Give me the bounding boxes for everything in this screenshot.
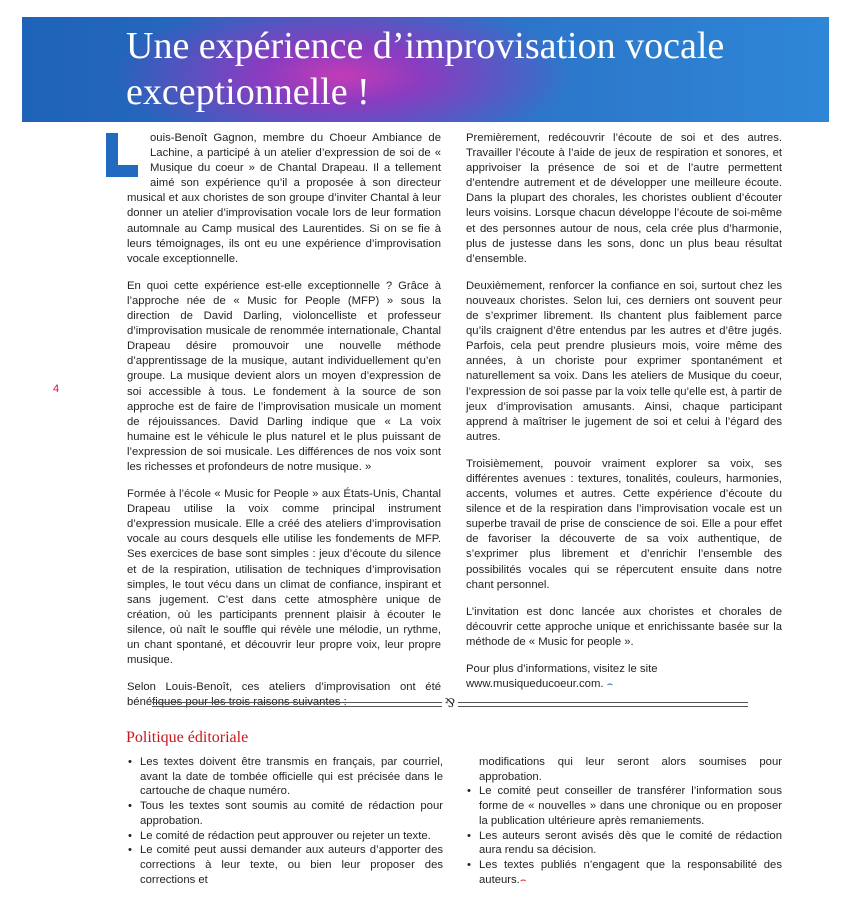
- title-banner: [22, 17, 829, 122]
- article-paragraph-5: Premièrement, redécouvrir l’écoute de soi et des autres. Travailler l’écoute à l’aide de jeux de respiration et sonores, et apprivoiser la présence de soi et de l’autre permettent d’entendre autrement et de développer une meilleure écoute. Dans la plupart des chorales, les choristes oublient d’écouter leurs voisins. Lorsque chacun développe l’écoute de soi-même et des personnes autour de nous, cela crée plus d’harmonie, plus de justesse dans les sons, donc un plus beau résultat d’ensemble.: [466, 132, 782, 265]
- policy-item-text: Les textes publiés n’engagent que la responsabilité des auteurs.: [479, 858, 782, 886]
- dropcap-letter: [106, 133, 142, 177]
- policy-item: • Le comité peut aussi demander aux auteurs d’apporter des corrections à leur texte, ou bien leur proposer des corrections et: [128, 843, 443, 887]
- end-mark-icon: ⌢: [519, 874, 527, 886]
- article-paragraph-1: [127, 131, 441, 267]
- article-paragraph-4: Selon Louis-Benoît, ces ateliers d’improvisation ont été bénéfiques pour les trois raisons suivantes :: [127, 681, 441, 709]
- article-paragraph-2: En quoi cette expérience est-elle exceptionnelle ? Grâce à l’approche née de « Music for People (MFP) » sous la direction de David Darling, violoncelliste et professeur d’improvisation musicale de renommée internationale, Chantal Drapeau désire promouvoir une nouvelle méthode d’apprentissage de la musique, autant individuellement qu’en groupe. La musique devient alors un moyen d’expression de soi accessible à tous. Le fondement à la source de son approche est de faire de l’improvisation musicale un moment de réjouissances. David Darling indique que « La voix humaine est le véhicule le plus naturel et le plus puissant de l’expression de soi musicale. Les différences de nos voix sont les richesses et profondeurs de notre musique. »: [127, 279, 441, 473]
- policy-title: Politique éditoriale: [126, 729, 249, 746]
- article-left-column: [127, 131, 441, 722]
- policy-item: • Le comité peut conseiller de transférer l’information sous forme de « nouvelles » dans une chronique ou en proposer la publication ultérieure après remaniements.: [467, 784, 782, 828]
- divider-line-left: [152, 702, 442, 707]
- more-info: [466, 662, 782, 692]
- article-paragraph-6: Deuxièmement, renforcer la confiance en soi, surtout chez les nouveaux choristes. Selon lui, ces derniers ont souvent peur de s’exprimer librement. Ils chantent plus faiblement parce qu’ils craignent d’être entendus par les autres et d’être jugés. Parfois, cela peut prendre plusieurs mois, voire même des années, à un choriste pour exprimer spontanément et naturellement sa voix. Dans les ateliers de Musique du coeur, l’expression de soi passe par la voix telle qu’elle est, à partir de jeux d’improvisation amusants. Ainsi, chaque participant apprend à maîtriser le jugement de soi et celui à l’égard des autres.: [466, 279, 782, 443]
- section-divider: [152, 696, 748, 710]
- paragraph-text: ouis-Benoît Gagnon, membre du Choeur Ambiance de Lachine, a participé à un atelier d’expression de soi de « Musique du coeur » de Chantal Drapeau. Il a tellement aimé son expérience qu’il a proposée à son directeur musical et aux choristes de son groupe d’inviter Chantal à leur donner un atelier d’improvisation vocale lors de leur formation automnale au Camp musical des Laurentides. Si on se fie à leurs témoignages, ils ont eu une expérience d’improvisation vocale exceptionnelle.: [127, 132, 441, 265]
- article-right-column: [466, 131, 782, 704]
- page-number: 4: [53, 383, 60, 395]
- policy-list-right: [467, 755, 782, 888]
- article-paragraph-7: Troisièmement, pouvoir vraiment explorer sa voix, ses différentes avenues : textures, tonalités, couleurs, harmonies, accents, volumes et autres. Cette expérience d’écoute du silence et de la respiration dans l’improvisation vocale est un superbe travail de prise de conscience de soi. Elle a pour effet de favoriser la découverte de sa voix authentique, de s’exprimer plus librement et d’enrichir l’ensemble des possibilités vocales qui se répercutent ensuite dans notre chant personnel.: [466, 457, 782, 591]
- end-mark-icon: ⌢: [606, 679, 614, 691]
- policy-item-continuation: modifications qui leur seront alors soumises pour approbation.: [479, 756, 782, 783]
- page-title: Une expérience d’improvisation vocale exceptionnelle !: [126, 25, 725, 113]
- policy-list-left: [128, 755, 443, 887]
- article-paragraph-3: Formée à l’école « Music for People » aux États-Unis, Chantal Drapeau utilise la voix comme principal instrument d’expression musicale. Elle a créé des ateliers d’improvisation vocale au cours desquels elle utilise les fondements de MFP. Ses exercices de base sont simples : jeux d’écoute du silence et de la respiration, utilisation de techniques d’improvisation simples, le tout vécu dans un climat de confiance, inspirant et sans jugement. C’est dans cette atmosphère unique de création, où les participants prennent plaisir à écouter le silence, où naît le souffle qui révèle une mélodie, un rythme, un chant spontané, et découvrir leur propre voix, leur propre musique.: [127, 488, 441, 667]
- policy-item: • Tous les textes sont soumis au comité de rédaction pour approbation.: [128, 799, 443, 828]
- policy-item: • Les auteurs seront avisés dès que le comité de rédaction aura rendu sa décision.: [467, 829, 782, 858]
- more-info-text: Pour plus d’informations, visitez le site www.musiqueducoeur.com.: [466, 663, 658, 691]
- divider-line-right: [458, 702, 748, 707]
- ornament-icon: ⅋: [444, 696, 456, 710]
- policy-item: • Le comité de rédaction peut approuver ou rejeter un texte.: [128, 829, 443, 844]
- policy-item: • Les textes doivent être transmis en français, par courriel, avant la date de tombée officielle qui est précisée dans le cartouche de chaque numéro.: [128, 755, 443, 799]
- policy-item: [467, 858, 782, 888]
- article-paragraph-8: L’invitation est donc lancée aux choristes et chorales de découvrir cette approche unique et enrichissante basée sur la méthode de « Music for people ».: [466, 605, 782, 648]
